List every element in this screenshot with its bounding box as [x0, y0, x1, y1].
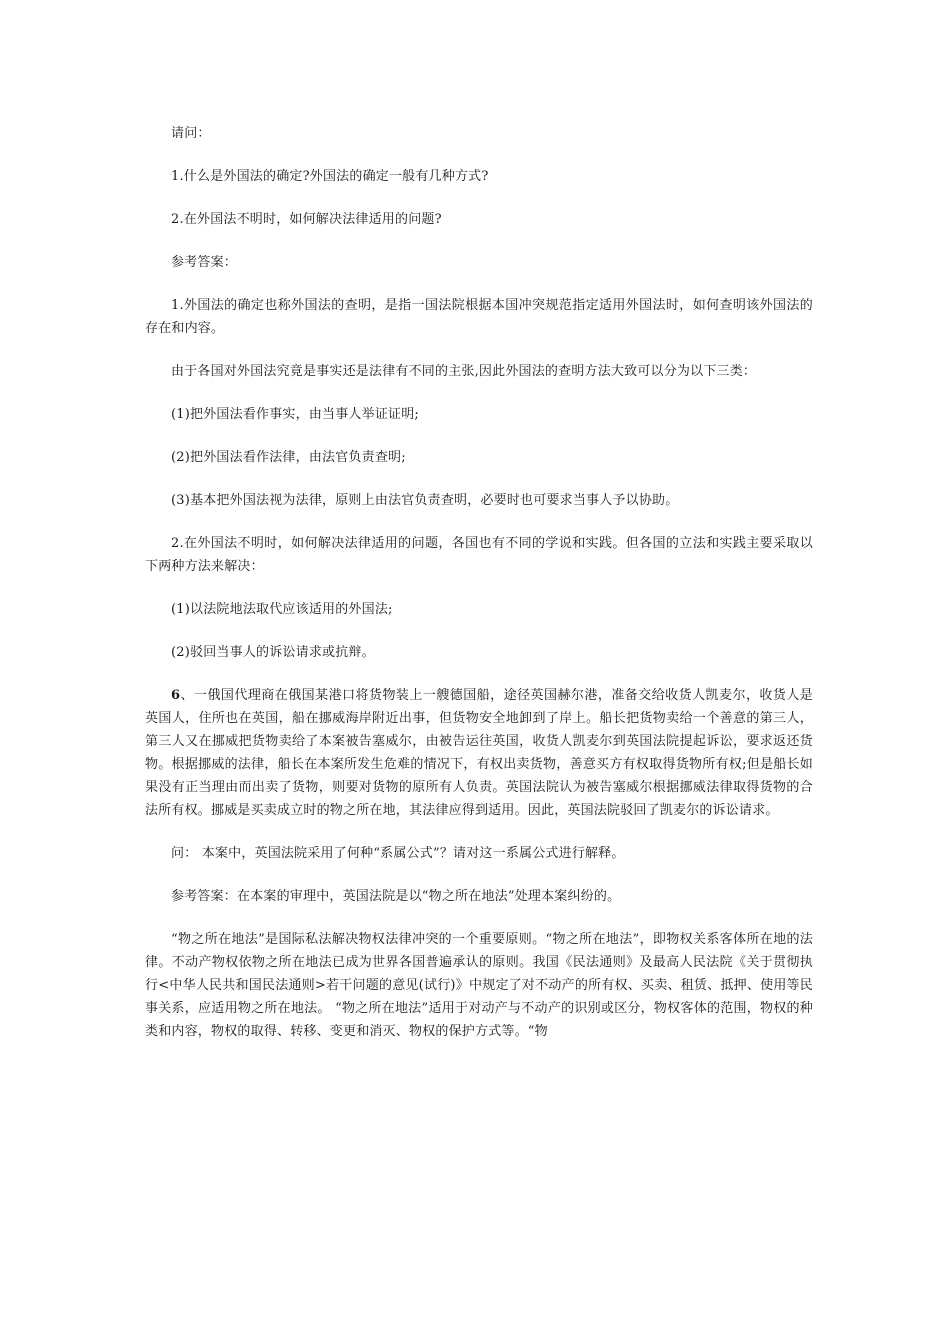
paragraph-question-2: 2.在外国法不明时，如何解决法律适用的问题? [171, 212, 442, 227]
case-number: 6 [171, 688, 181, 703]
paragraph-case-question: 问： 本案中，英国法院采用了何种“系属公式”？请对这一系属公式进行解释。 [171, 846, 625, 861]
paragraph-answer-2: 2.在外国法不明时，如何解决法律适用的问题，各国也有不同的学说和实践。但各国的立法和实践主要采取以下两种方法来解决： [145, 536, 813, 574]
paragraph-question-1: 1.什么是外国法的确定?外国法的确定一般有几种方式? [171, 169, 489, 184]
paragraph-solution-1: (1)以法院地法取代应该适用的外国法; [171, 602, 393, 617]
paragraph-case-answer: 参考答案：在本案的审理中，英国法院是以“物之所在地法”处理本案纠纷的。 [171, 889, 621, 904]
paragraph-case-explanation: “物之所在地法”是国际私法解决物权法律冲突的一个重要原则。“物之所在地法”，即物权关系客体所在地的法律。不动产物权依物之所在地法已成为世界各国普遍承认的原则。我国《民法通则》及最高人民法院《关于贯彻执行<中华人民共和国民法通则>若干问题的意见(试行)》中规定了对不动产的所有权、买卖、租赁、抵押、使用等民事关系，应适用物之所在地法。 “物之所在地法”适用于对动产与不动产的识别或区分，物权客体的范围，物权的种类和内容，物权的取得、转移、变更和消灭、物权的保护方式等。“物 [145, 932, 813, 1039]
document-body [145, 122, 813, 1063]
paragraph-solution-2: (2)驳回当事人的诉讼请求或抗辩。 [171, 645, 375, 660]
paragraph-method-1: (1)把外国法看作事实，由当事人举证证明; [171, 407, 419, 422]
paragraph-answer-heading: 参考答案： [171, 255, 238, 270]
case-text: 、一俄国代理商在俄国某港口将货物装上一艘德国船，途径英国赫尔港，准备交给收货人凯麦尔，收货人是英国人，住所也在英国，船在挪威海岸附近出事，但货物安全地卸到了岸上。船长把货物卖给一个善意的第三人，第三人又在挪威把货物卖给了本案被告塞威尔，由被告运往英国，收货人凯麦尔到英国法院提起诉讼，要求返还货物。根据挪威的法律，船长在本案所发生危难的情况下，有权出卖货物，善意买方有权取得货物所有权;但是船长如果没有正当理由而出卖了货物，则要对货物的原所有人负责。英国法院认为被告塞威尔根据挪威法律取得货物的合法所有权。挪威是买卖成立时的物之所在地，其法律应得到适用。因此，英国法院驳回了凯麦尔的诉讼请求。 [145, 688, 813, 818]
paragraph-answer-1-methods: 由于各国对外国法究竟是事实还是法律有不同的主张,因此外国法的查明方法大致可以分为以下三类： [171, 364, 757, 379]
paragraph-case-6 [145, 684, 813, 822]
paragraph-question-intro: 请问： [171, 126, 211, 141]
paragraph-method-2: (2)把外国法看作法律，由法官负责查明; [171, 450, 406, 465]
paragraph-answer-1: 1.外国法的确定也称外国法的查明，是指一国法院根据本国冲突规范指定适用外国法时，如何查明该外国法的存在和内容。 [145, 298, 813, 336]
paragraph-method-3: (3)基本把外国法视为法律，原则上由法官负责查明，必要时也可要求当事人予以协助。 [171, 493, 679, 508]
